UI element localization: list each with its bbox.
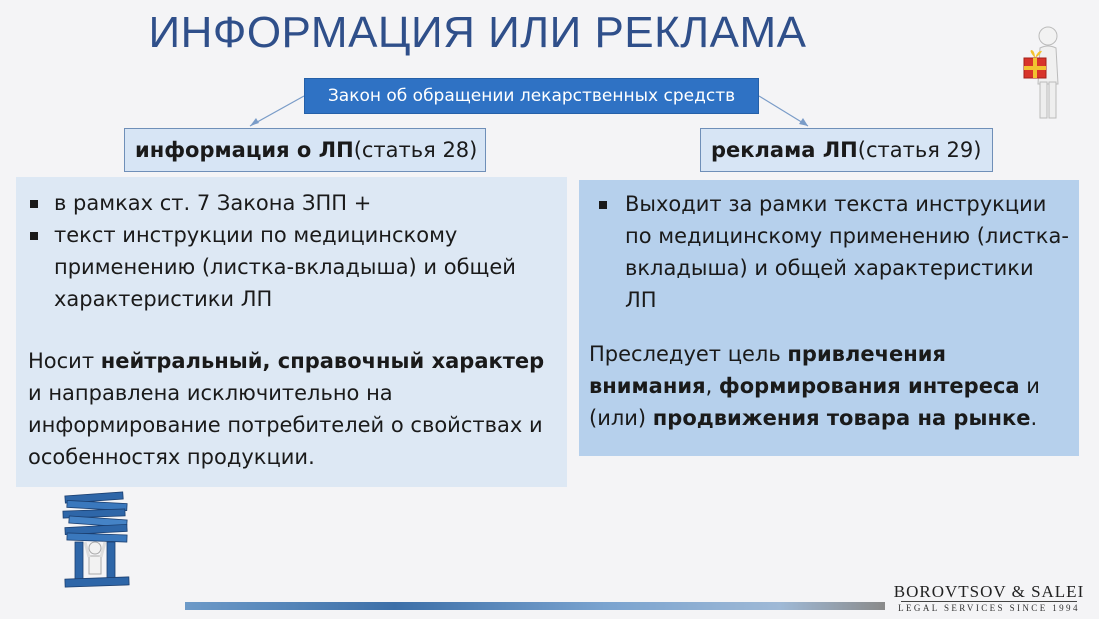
logo-divider xyxy=(901,601,1077,602)
para-bold: привлечения внимания xyxy=(589,342,946,398)
para-text: . xyxy=(1030,406,1038,430)
information-bullet: текст инструкции по медицинскому применению (листка-вкладыша) и общей характеристики ЛП xyxy=(28,219,555,315)
advertising-label-article: (статья 29) xyxy=(857,138,982,162)
para-text: и (или) xyxy=(589,374,1040,430)
para-text: , xyxy=(705,374,719,398)
advertising-label xyxy=(700,128,993,172)
slide-title: ИНФОРМАЦИЯ ИЛИ РЕКЛАМА xyxy=(148,8,807,57)
advertising-panel xyxy=(579,180,1079,456)
information-label-article: (статья 28) xyxy=(353,138,478,162)
person-with-gift-icon xyxy=(1018,24,1068,124)
para-bold: нейтральный, справочный характер xyxy=(100,349,545,373)
information-panel xyxy=(16,177,567,487)
information-bullets xyxy=(28,187,555,315)
person-under-paper-stack-icon xyxy=(55,490,145,590)
information-bullet: в рамках ст. 7 Закона ЗПП + xyxy=(28,187,555,219)
para-text: Носит xyxy=(28,349,101,373)
para-text: Преследует цель xyxy=(589,342,788,366)
para-text: и направлена исключительно на информирование потребителей о свойствах и особенностях продукции. xyxy=(28,381,543,469)
para-bold: продвижения товара на рынке xyxy=(652,406,1031,430)
footer-stripe xyxy=(185,602,885,610)
advertising-paragraph xyxy=(589,338,1069,434)
company-logo-tagline: LEGAL SERVICES SINCE 1994 xyxy=(898,603,1080,613)
advertising-bullet: Выходит за рамки текста инструкции по медицинскому применению (листка-вкладыша) и общей характеристики ЛП xyxy=(589,188,1069,316)
information-label xyxy=(124,128,486,172)
law-box: Закон об обращении лекарственных средств xyxy=(304,78,759,114)
advertising-label-bold: реклама ЛП xyxy=(711,138,858,162)
information-label-bold: информация о ЛП xyxy=(135,138,354,162)
information-paragraph xyxy=(28,345,555,473)
para-bold: формирования интереса xyxy=(718,374,1020,398)
company-logo-name: BOROVTSOV & SALEI xyxy=(893,582,1085,601)
advertising-bullets xyxy=(589,188,1069,316)
